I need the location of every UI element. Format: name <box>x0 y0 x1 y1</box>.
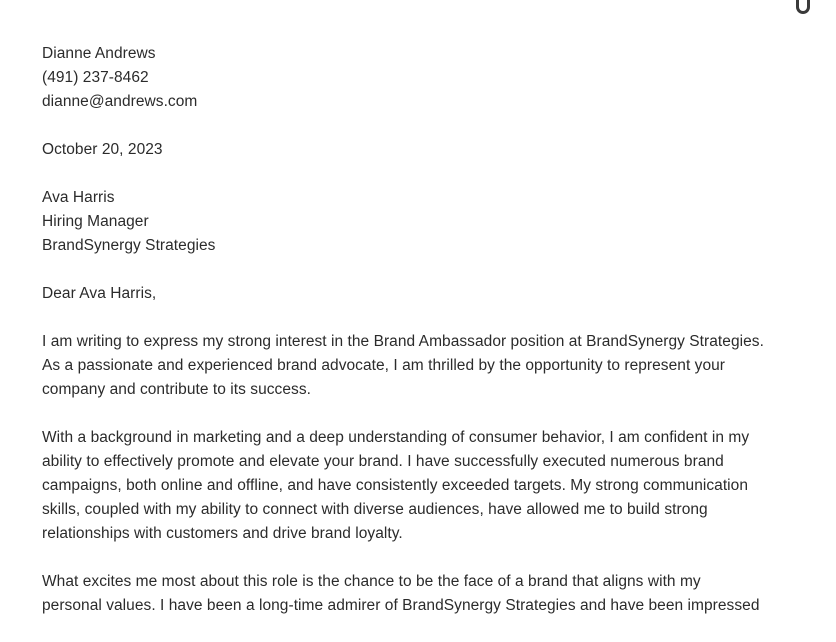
salutation: Dear Ava Harris, <box>42 285 157 302</box>
paragraph-3 <box>42 570 802 618</box>
recipient-title: Hiring Manager <box>42 213 149 230</box>
date-block <box>42 138 802 162</box>
paragraph-line: relationships with customers and drive brand loyalty. <box>42 525 403 542</box>
cover-letter <box>42 42 802 642</box>
recipient-block <box>42 186 802 258</box>
clipped-u-icon <box>796 0 810 14</box>
sender-email: dianne@andrews.com <box>42 93 198 110</box>
sender-block <box>42 42 802 114</box>
recipient-name: Ava Harris <box>42 189 115 206</box>
letter-date: October 20, 2023 <box>42 141 163 158</box>
paragraph-1 <box>42 330 802 402</box>
sender-phone: (491) 237-8462 <box>42 69 149 86</box>
paragraph-line: company and contribute to its success. <box>42 381 311 398</box>
paragraph-line: skills, coupled with my ability to connect with diverse audiences, have allowed me to build strong <box>42 501 708 518</box>
paragraph-line: I am writing to express my strong interest in the Brand Ambassador position at BrandSynergy Strategies. <box>42 333 764 350</box>
sender-name: Dianne Andrews <box>42 45 156 62</box>
paragraph-line: personal values. I have been a long-time admirer of BrandSynergy Strategies and have been impressed <box>42 597 760 614</box>
paragraph-line: What excites me most about this role is the chance to be the face of a brand that aligns with my <box>42 573 701 590</box>
paragraph-line: As a passionate and experienced brand advocate, I am thrilled by the opportunity to represent your <box>42 357 726 374</box>
recipient-company: BrandSynergy Strategies <box>42 237 216 254</box>
paragraph-line: With a background in marketing and a deep understanding of consumer behavior, I am confident in my <box>42 429 750 446</box>
salutation-block <box>42 282 802 306</box>
paragraph-line: ability to effectively promote and elevate your brand. I have successfully executed numerous brand <box>42 453 724 470</box>
paragraph-line: campaigns, both online and offline, and have consistently exceeded targets. My strong communication <box>42 477 749 494</box>
paragraph-2 <box>42 426 802 546</box>
